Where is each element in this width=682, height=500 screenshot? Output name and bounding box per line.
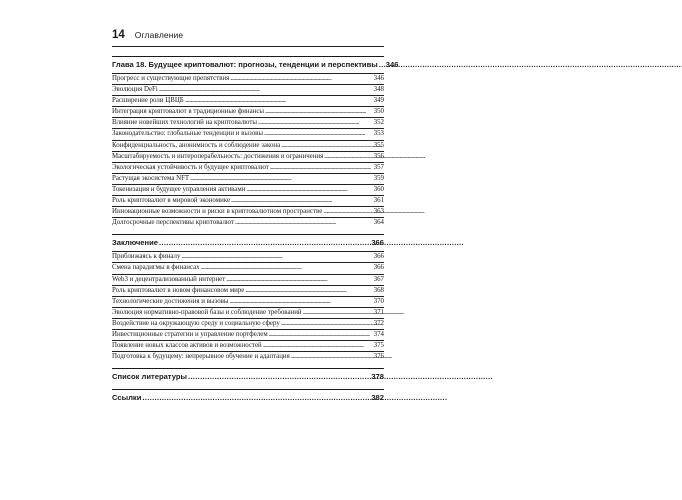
toc-entry-page: 360	[373, 185, 384, 193]
dot-leader	[226, 275, 372, 285]
toc-entry-page: 355	[373, 141, 384, 149]
toc-entry-page: 359	[373, 174, 384, 182]
toc-entry	[112, 217, 384, 228]
toc-entry-page: 375	[373, 342, 384, 350]
dot-leader	[185, 96, 373, 106]
toc-entry	[112, 285, 384, 296]
toc-entry-title: Расширение роли ЦВЦБ	[112, 97, 184, 105]
running-header	[112, 27, 384, 47]
toc-entry-title: Прогресс и существующие препятствия	[112, 75, 230, 82]
chapter-page: 346	[385, 60, 399, 69]
toc-entry-title: Web3 и децентрализованный интернет	[112, 275, 226, 283]
dot-leader	[291, 352, 373, 362]
toc-chapter-heading	[112, 392, 384, 404]
toc-section-chapter-18	[112, 56, 399, 228]
dot-leader	[230, 74, 372, 84]
toc-entry-title: Подготовка к будущему: непрерывное обучение и адаптация	[112, 353, 290, 361]
dot-leader	[264, 129, 373, 139]
toc-section-conclusion	[112, 234, 384, 362]
toc-entry	[112, 251, 384, 262]
toc-entry-title: Появление новых классов активов и возможностей	[112, 342, 262, 350]
toc-chapter-heading	[112, 371, 384, 383]
toc-entry	[112, 262, 384, 273]
conclusion-items	[112, 251, 384, 362]
toc-entry-title: Влияние новейших технологий на криптовалюты	[112, 119, 257, 127]
toc-entry-page: 366	[373, 253, 384, 261]
toc-section-bibliography	[112, 368, 384, 383]
toc-entry-page: 349	[373, 97, 384, 105]
toc-entry-title: Экологическая устойчивость и будущее криптовалют	[112, 163, 269, 171]
dot-leader	[323, 207, 372, 217]
dot-leader	[324, 152, 372, 162]
toc-entry-title: Токенизация и будущее управления активами	[112, 185, 246, 193]
toc-entry	[112, 351, 384, 362]
toc-entry	[112, 318, 384, 329]
toc-entry-page: 353	[373, 130, 384, 138]
toc-entry-page: 361	[373, 197, 384, 205]
chapter-18-items	[112, 73, 384, 228]
dot-leader	[269, 330, 373, 340]
dot-leader	[303, 308, 373, 318]
chapter-page: 366	[371, 238, 384, 248]
page-number: 14	[112, 29, 125, 41]
toc-entry	[112, 84, 384, 95]
toc-entry	[112, 95, 384, 106]
running-header-title: Оглавление	[134, 30, 184, 40]
toc-entry-page: 366	[373, 264, 384, 272]
chapter-page: 378	[371, 372, 384, 382]
toc-entry-title: Роль криптовалют в мировой экономике	[112, 197, 231, 205]
toc-entry-page: 372	[373, 319, 384, 327]
toc-chapter-heading	[112, 59, 399, 71]
toc-entry-title: Инвестиционные стратегии и управление портфелем	[112, 330, 268, 338]
toc-entry-page: 356	[373, 152, 384, 160]
toc-entry	[112, 140, 384, 151]
toc-entry-title: Смена парадигмы в финансах	[112, 264, 200, 272]
dot-leader	[142, 392, 370, 404]
toc-entry-page: 348	[373, 86, 384, 94]
toc-entry-page: 350	[373, 108, 384, 116]
dot-leader	[235, 218, 373, 228]
toc-section-references	[112, 389, 384, 404]
toc-entry-page: 376	[373, 353, 384, 361]
toc-entry	[112, 162, 384, 173]
dot-leader	[159, 85, 373, 95]
toc-entry	[112, 128, 384, 139]
dot-leader	[263, 341, 373, 351]
toc-entry-page: 364	[373, 219, 384, 227]
dot-leader	[265, 107, 373, 117]
toc-entry	[112, 274, 384, 285]
toc-entry-title: Эволюция нормативно-правовой базы и соблюдение требований	[112, 308, 302, 316]
toc-entry	[112, 117, 384, 128]
toc-entry-title: Приближаясь к финалу	[112, 253, 181, 261]
toc-entry-title: Инновационные возможности и риски в криптовалютном пространстве	[112, 208, 323, 216]
toc-entry-title: Воздействие на окружающую среду и социальную сферу	[112, 319, 280, 327]
toc-entry-page: 352	[373, 119, 384, 127]
toc-chapter-heading	[112, 237, 384, 249]
dot-leader	[245, 286, 372, 296]
chapter-title: Заключение	[112, 238, 159, 248]
toc-entry	[112, 307, 384, 318]
toc-entry-page: 371	[373, 308, 384, 316]
toc-entry	[112, 173, 384, 184]
chapter-page: 382	[371, 393, 384, 403]
toc-entry-title: Роль криптовалют в новом финансовом мире	[112, 286, 245, 294]
toc-entry-title: Конфиденциальность, анонимность и соблюдение закона	[112, 141, 281, 149]
toc-entry-page: 346	[373, 75, 384, 82]
toc-entry-page: 370	[373, 297, 384, 305]
toc-entry-page: 367	[373, 275, 384, 283]
table-of-contents	[112, 56, 399, 406]
dot-leader	[270, 163, 373, 173]
toc-entry	[112, 151, 384, 162]
toc-entry	[112, 329, 384, 340]
toc-entry	[112, 106, 384, 117]
toc-entry	[112, 73, 384, 84]
chapter-title: Глава 18. Будущее криптовалют: прогнозы, тенденции и перспективы	[112, 60, 378, 69]
dot-leader	[230, 297, 373, 307]
dot-leader	[258, 118, 373, 128]
toc-entry	[112, 184, 384, 195]
dot-leader	[201, 263, 373, 273]
dot-leader	[159, 237, 370, 249]
toc-entry	[112, 195, 384, 206]
toc-entry-page: 374	[373, 330, 384, 338]
toc-entry-title: Растущая экосистема NFT	[112, 174, 190, 182]
dot-leader	[188, 371, 370, 383]
dot-leader	[281, 319, 373, 329]
dot-leader	[281, 141, 372, 151]
dot-leader	[231, 196, 373, 206]
toc-entry-title: Эволюция DeFi	[112, 86, 158, 94]
toc-entry-page: 363	[373, 208, 384, 216]
toc-entry-title: Долгосрочные перспективы криптовалют	[112, 219, 234, 227]
toc-entry-page: 368	[373, 286, 384, 294]
toc-entry	[112, 296, 384, 307]
toc-entry	[112, 206, 384, 217]
toc-entry-title: Технологические достижения и вызовы	[112, 297, 229, 305]
dot-leader	[379, 59, 385, 71]
dot-leader	[181, 252, 372, 262]
toc-entry	[112, 340, 384, 351]
toc-entry-title: Интеграция криптовалют в традиционные финансы	[112, 108, 265, 116]
toc-entry-title: Законодательство: глобальные тенденции и вызовы	[112, 130, 264, 138]
chapter-title: Список литературы	[112, 372, 187, 382]
chapter-title: Ссылки	[112, 393, 142, 403]
dot-leader	[190, 174, 373, 184]
toc-entry-title: Масштабируемость и интероперабельность: достижения и ограничения	[112, 152, 324, 160]
toc-entry-page: 357	[373, 163, 384, 171]
dot-leader	[246, 185, 372, 195]
